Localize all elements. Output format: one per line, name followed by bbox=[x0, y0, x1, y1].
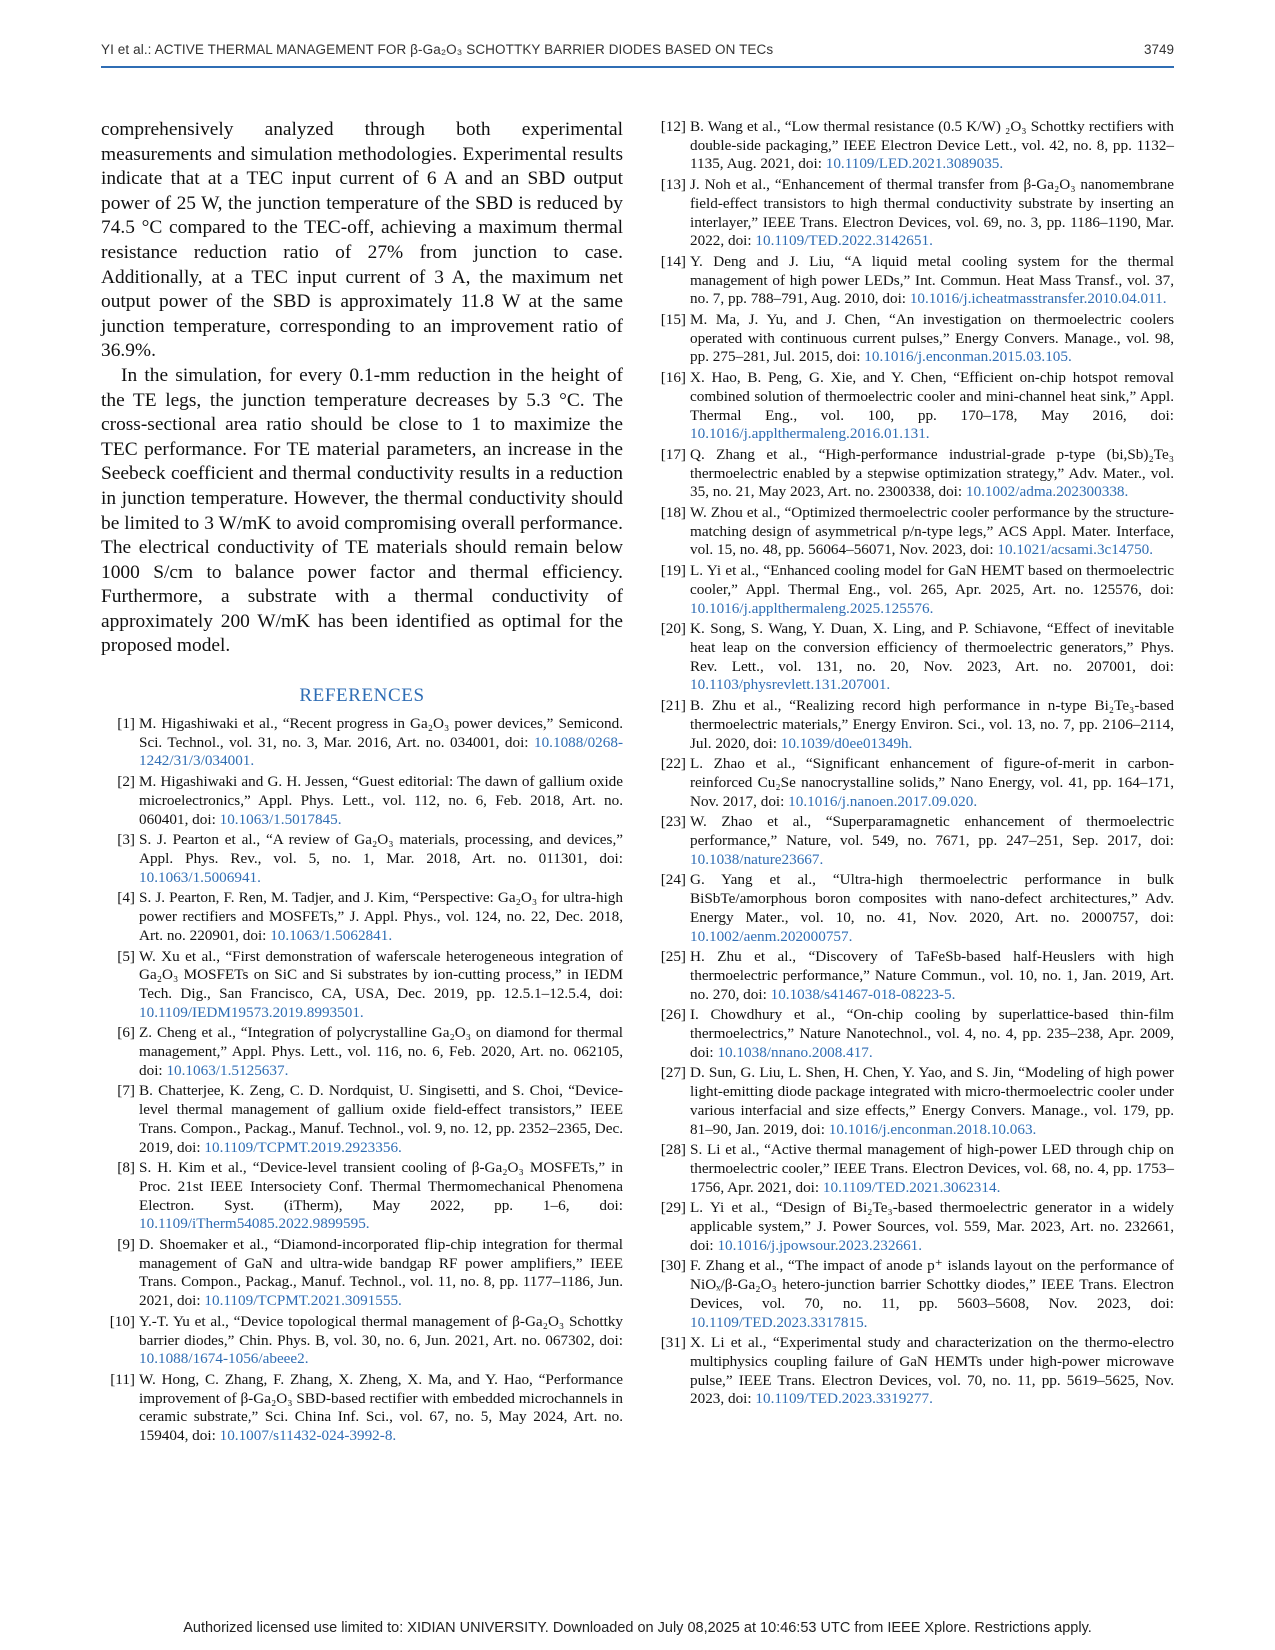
reference-number: [3] bbox=[117, 831, 135, 849]
doi-link[interactable]: 10.1109/TED.2023.3319277. bbox=[755, 1390, 933, 1408]
doi-link[interactable]: 10.1109/iTherm54085.2022.9899595. bbox=[139, 1215, 370, 1233]
reference-item bbox=[652, 311, 1174, 367]
reference-number: [22] bbox=[660, 755, 686, 773]
doi-link[interactable]: 10.1016/j.icheatmasstransfer.2010.04.011. bbox=[909, 290, 1167, 308]
reference-item bbox=[652, 813, 1174, 869]
paragraph-1: comprehensively analyzed through both experimental measurements and simulation methodologies. Experimental results indicate that at a TEC input current of 6 A and an SBD output power of 25 W, the junction temperature of the SBD is reduced by 74.5 °C compared to the TEC-off, achieving a maximum thermal resistance reduction ratio of 27% from junction to case. Additionally, at a TEC input current of 3 A, the maximum net output power of the SBD is approximately 11.8 W at the same junction temperature, corresponding to an improvement ratio of 36.9%. bbox=[101, 119, 623, 362]
reference-text: J. Noh et al., “Enhancement of thermal transfer from β-Ga₂O₃ nanomembrane field-effect transistors to high thermal conductivity substrate by inserting an interlayer,” IEEE Trans. Electron Devices, vol. 69, no. 3, pp. 1186–1190, Mar. 2022, doi: bbox=[690, 176, 1174, 250]
reference-item bbox=[652, 697, 1174, 753]
reference-item bbox=[101, 1313, 623, 1369]
reference-text: L. Yi et al., “Design of Bi₂Te₃-based thermoelectric generator in a widely applicable system,” J. Power Sources, vol. 559, Mar. 2023, Art. no. 232661, doi: bbox=[690, 1199, 1174, 1254]
doi-link[interactable]: 10.1063/1.5006941. bbox=[139, 868, 261, 886]
doi-link[interactable]: 10.1038/s41467-018-08223-5. bbox=[770, 985, 956, 1003]
doi-link[interactable]: 10.1021/acsami.3c14750. bbox=[997, 541, 1154, 559]
doi-link[interactable]: 10.1002/adma.202300338. bbox=[965, 483, 1129, 501]
doi-link[interactable]: 10.1088/1674-1056/abeee2. bbox=[139, 1350, 309, 1368]
reference-number: [8] bbox=[117, 1159, 135, 1177]
doi-link[interactable]: 10.1063/1.5017845. bbox=[219, 810, 342, 828]
reference-number: [30] bbox=[660, 1257, 686, 1275]
license-footer: Authorized licensed use limited to: XIDIAN UNIVERSITY. Downloaded on July 08,2025 at 10:46:53 UTC from IEEE Xplore. Restrictions apply. bbox=[183, 1620, 1092, 1636]
doi-link[interactable]: 10.1002/aenm.202000757. bbox=[690, 927, 853, 945]
doi-link[interactable]: 10.1063/1.5125637. bbox=[166, 1061, 289, 1079]
reference-item bbox=[652, 1199, 1174, 1255]
reference-text: M. Higashiwaki et al., “Recent progress in Ga₂O₃ power devices,” Semicond. Sci. Technol., vol. 31, no. 3, Mar. 2016, Art. no. 034001, doi: bbox=[139, 715, 623, 751]
reference-text: D. Shoemaker et al., “Diamond-incorporated flip-chip integration for thermal management of GaN and ultra-wide bandgap RF power amplifiers,” IEEE Trans. Compon., Packag., Manuf. Technol., vol. 11, no. 8, pp. 1177–1186, Jun. 2021, doi: bbox=[139, 1236, 623, 1310]
reference-number: [12] bbox=[660, 118, 686, 135]
reference-text: X. Li et al., “Experimental study and characterization on the thermo-electro multiphysics coupling failure of GaN HEMTs under high-power microwave pulse,” IEEE Trans. Electron Devices, vol. 70, no. 11, pp. 5619–5625, Nov. 2023, doi: bbox=[690, 1334, 1174, 1408]
reference-item bbox=[652, 504, 1174, 560]
reference-text: M. Ma, J. Yu, and J. Chen, “An investigation on thermoelectric coolers operated with continuous current pulses,” Energy Convers. Manage., vol. 98, pp. 275–281, Jul. 2015, doi: bbox=[690, 311, 1174, 366]
reference-text: W. Hong, C. Zhang, F. Zhang, X. Zheng, X. Ma, and Y. Hao, “Performance improvement of β-Ga₂O₃ SBD-based rectifier with embedded microchannels in ceramic substrate,” Sci. China Inf. Sci., vol. 67, no. 5, May 2024, Art. no. 159404, doi: bbox=[139, 1370, 623, 1445]
conclusion-text bbox=[101, 118, 623, 659]
reference-text: W. Xu et al., “First demonstration of waferscale heterogeneous integration of Ga₂O₃ MOSFETs on SiC and Si substrates by ion-cutting process,” in IEDM Tech. Dig., San Francisco, CA, USA, Dec. 2019, pp. 12.5.1–12.5.4, doi: bbox=[139, 947, 623, 1002]
reference-item bbox=[652, 755, 1174, 811]
reference-number: [5] bbox=[117, 947, 135, 965]
reference-text: S. J. Pearton et al., “A review of Ga₂O₃ materials, processing, and devices,” Appl. Phys. Rev., vol. 5, no. 1, Mar. 2018, Art. no. 011301, doi: bbox=[139, 831, 623, 867]
reference-text: L. Yi et al., “Enhanced cooling model for GaN HEMT based on thermoelectric cooler,” Appl. Thermal Eng., vol. 265, Apr. 2025, Art. no. 125576, doi: bbox=[690, 562, 1174, 598]
running-header bbox=[101, 40, 1174, 68]
reference-number: [23] bbox=[660, 813, 686, 831]
reference-text: M. Higashiwaki and G. H. Jessen, “Guest editorial: The dawn of gallium oxide microelectronics,” Appl. Phys. Lett., vol. 112, no. 6, Feb. 2018, Art. no. 060401, doi: bbox=[139, 773, 623, 828]
page-number: 3749 bbox=[1143, 42, 1174, 57]
reference-number: [24] bbox=[660, 871, 686, 889]
reference-item bbox=[101, 1371, 623, 1446]
reference-text: Y. Deng and J. Liu, “A liquid metal cooling system for the thermal management of high power LEDs,” Int. Commun. Heat Mass Transf., vol. 37, no. 7, pp. 788–791, Aug. 2010, doi: bbox=[690, 252, 1174, 308]
reference-text: S. Li et al., “Active thermal management of high-power LED through chip on thermoelectric cooler,” IEEE Trans. Electron Devices, vol. 68, no. 4, pp. 1753–1756, Apr. 2021, doi: bbox=[690, 1141, 1174, 1196]
reference-number: [7] bbox=[117, 1082, 135, 1100]
doi-link[interactable]: 10.1103/physrevlett.131.207001. bbox=[690, 676, 891, 694]
doi-link[interactable]: 10.1063/1.5062841. bbox=[270, 926, 393, 944]
reference-text: Y.-T. Yu et al., “Device topological thermal management of β-Ga₂O₃ Schottky barrier diodes,” Chin. Phys. B, vol. 30, no. 6, Jun. 2021, Art. no. 067302, doi: bbox=[139, 1312, 623, 1349]
references-heading: REFERENCES bbox=[299, 685, 425, 707]
reference-item bbox=[101, 1159, 623, 1234]
reference-text: S. J. Pearton, F. Ren, M. Tadjer, and J. Kim, “Perspective: Ga₂O₃ for ultra-high power rectifiers and MOSFETs,” J. Appl. Phys., vol. 124, no. 22, Dec. 2018, Art. no. 220901, doi: bbox=[139, 889, 623, 944]
reference-item bbox=[652, 871, 1174, 946]
doi-link[interactable]: 10.1088/0268-1242/31/3/034001. bbox=[139, 733, 623, 770]
reference-number: [25] bbox=[660, 948, 686, 966]
doi-link[interactable]: 10.1039/d0ee01349h. bbox=[780, 734, 913, 752]
doi-link[interactable]: 10.1109/LED.2021.3089035. bbox=[825, 155, 1004, 173]
reference-list-right bbox=[652, 118, 1174, 1409]
reference-item bbox=[652, 562, 1174, 618]
reference-item bbox=[101, 948, 623, 1023]
reference-item bbox=[652, 176, 1174, 251]
reference-number: [27] bbox=[660, 1064, 686, 1082]
reference-text: X. Hao, B. Peng, G. Xie, and Y. Chen, “Efficient on-chip hotspot removal combined solution of thermoelectric cooler and mini-channel heat sink,” Appl. Thermal Eng., vol. 100, pp. 170–178, May 2016, doi: bbox=[690, 369, 1174, 424]
reference-text: F. Zhang et al., “The impact of anode p⁺ islands layout on the performance of NiOₓ/β-Ga₂O₃ hetero-junction barrier Schottky diodes,” IEEE Trans. Electron Devices, vol. 70, no. 11, pp. 5603–5608, Nov. 2023, doi: bbox=[690, 1257, 1174, 1312]
doi-link[interactable]: 10.1016/j.applthermaleng.2025.125576. bbox=[690, 599, 934, 617]
doi-link[interactable]: 10.1038/nnano.2008.417. bbox=[717, 1043, 873, 1061]
reference-text: G. Yang et al., “Ultra-high thermoelectric performance in bulk BiSbTe/amorphous boron composites with nano-defect architectures,” Adv. Energy Mater., vol. 10, no. 41, Nov. 2020, Art. no. 2000757, doi: bbox=[690, 871, 1174, 926]
reference-number: [28] bbox=[660, 1141, 686, 1159]
reference-text: B. Chatterjee, K. Zeng, C. D. Nordquist, U. Singisetti, and S. Choi, “Device-level thermal management of gallium oxide field-effect transistors,” IEEE Trans. Compon., Packag., Manuf. Technol., vol. 9, no. 12, pp. 2352–2365, Dec. 2019, doi: bbox=[139, 1082, 623, 1156]
reference-item bbox=[652, 948, 1174, 1004]
paragraph-2: In the simulation, for every 0.1-mm reduction in the height of the TE legs, the junction temperature decreases by 5.3 °C. The cross-sectional area ratio should be close to 1 to maximize the TEC performance. For TE material parameters, an increase in the Seebeck coefficient and thermal conductivity results in a reduction in junction temperature. However, the thermal conductivity should be limited to 3 W/mK to avoid compromising overall performance. The electrical conductivity of TE materials should remain below 1000 S/cm to balance power factor and thermal efficiency. Furthermore, a substrate with a thermal conductivity of approximately 200 W/mK has been identified as optimal for the proposed model. bbox=[101, 364, 623, 657]
reference-number: [19] bbox=[660, 562, 686, 580]
reference-number: [18] bbox=[660, 504, 686, 522]
reference-item bbox=[652, 1257, 1174, 1332]
reference-item bbox=[652, 369, 1174, 444]
reference-item bbox=[101, 889, 623, 945]
doi-link[interactable]: 10.1038/nature23667. bbox=[690, 850, 824, 868]
reference-text: I. Chowdhury et al., “On-chip cooling by superlattice-based thin-film thermoelectrics,” Nature Nanotechnol., vol. 4, no. 4, pp. 235–238, Apr. 2009, doi: bbox=[690, 1006, 1174, 1061]
reference-item bbox=[101, 1082, 623, 1157]
reference-item bbox=[101, 773, 623, 829]
reference-number: [20] bbox=[660, 620, 686, 638]
doi-link[interactable]: 10.1007/s11432-024-3992-8. bbox=[219, 1427, 397, 1445]
reference-item bbox=[652, 253, 1174, 309]
doi-link[interactable]: 10.1016/j.enconman.2015.03.105. bbox=[864, 348, 1072, 366]
reference-list-left bbox=[101, 715, 623, 1446]
reference-number: [31] bbox=[660, 1334, 686, 1352]
reference-number: [4] bbox=[117, 889, 135, 907]
reference-text: W. Zhou et al., “Optimized thermoelectric cooler performance by the structure-matching design of asymmetrical p/n-type legs,” ACS Appl. Mater. Interface, vol. 15, no. 48, pp. 56064–56071, Nov. 2023, doi: bbox=[690, 504, 1174, 559]
doi-link[interactable]: 10.1016/j.enconman.2018.10.063. bbox=[828, 1120, 1037, 1138]
reference-text: Z. Cheng et al., “Integration of polycrystalline Ga₂O₃ on diamond for thermal management,” Appl. Phys. Lett., vol. 116, no. 6, Feb. 2020, Art. no. 062105, doi: bbox=[139, 1024, 623, 1079]
right-column bbox=[652, 118, 1174, 1411]
doi-link[interactable]: 10.1109/TED.2021.3062314. bbox=[822, 1178, 1001, 1196]
reference-item bbox=[652, 620, 1174, 695]
reference-text: Q. Zhang et al., “High-performance industrial-grade p-type (bi,Sb)₂Te₃ thermoelectric enabled by a stepwise optimization strategy,” Adv. Mater., vol. 35, no. 21, May 2023, Art. no. 2300338, doi: bbox=[690, 445, 1174, 501]
doi-link[interactable]: 10.1016/j.applthermaleng.2016.01.131. bbox=[690, 425, 930, 443]
reference-item bbox=[652, 446, 1174, 502]
doi-link[interactable]: 10.1016/j.jpowsour.2023.232661. bbox=[717, 1236, 923, 1254]
reference-number: [9] bbox=[117, 1236, 135, 1254]
reference-number: [17] bbox=[660, 445, 686, 463]
doi-link[interactable]: 10.1109/TCPMT.2019.2923356. bbox=[204, 1138, 402, 1156]
reference-number: [16] bbox=[660, 369, 686, 387]
running-title: YI et al.: ACTIVE THERMAL MANAGEMENT FOR β-Ga₂O₃ SCHOTTKY BARRIER DIODES BASED ON TECs bbox=[101, 42, 774, 57]
reference-number: [2] bbox=[117, 773, 135, 791]
reference-number: [1] bbox=[117, 715, 135, 733]
reference-text: K. Song, S. Wang, Y. Duan, X. Ling, and P. Schiavone, “Effect of inevitable heat leap on the conversion efficiency of thermoelectric generators,” Phys. Rev. Lett., vol. 131, no. 20, Nov. 2023, Art. no. 207001, doi: bbox=[690, 620, 1174, 675]
reference-item bbox=[101, 1236, 623, 1311]
reference-number: [14] bbox=[660, 252, 686, 270]
reference-text: H. Zhu et al., “Discovery of TaFeSb-based half-Heuslers with high thermoelectric performance,” Nature Commun., vol. 10, no. 1, Jan. 2019, Art. no. 270, doi: bbox=[690, 948, 1174, 1003]
doi-link[interactable]: 10.1109/TED.2022.3142651. bbox=[755, 232, 933, 250]
reference-item bbox=[652, 1064, 1174, 1139]
reference-text: S. H. Kim et al., “Device-level transient cooling of β-Ga₂O₃ MOSFETs,” in Proc. 21st IEEE Intersociety Conf. Thermal Thermomechanical Phenomena Electron. Syst. (iTherm), May 2022, pp. 1–6, doi: bbox=[139, 1159, 623, 1214]
reference-text: W. Zhao et al., “Superparamagnetic enhancement of thermoelectric performance,” Nature, vol. 549, no. 7671, pp. 247–251, Sep. 2017, doi: bbox=[690, 813, 1174, 850]
reference-item bbox=[652, 1141, 1174, 1197]
reference-number: [21] bbox=[660, 697, 686, 715]
reference-item bbox=[652, 1334, 1174, 1409]
reference-number: [6] bbox=[117, 1024, 135, 1042]
reference-item bbox=[101, 1024, 623, 1080]
reference-item bbox=[652, 1006, 1174, 1062]
reference-text: B. Zhu et al., “Realizing record high performance in n-type Bi₂Te₃-based thermoelectric materials,” Energy Environ. Sci., vol. 13, no. 7, pp. 2106–2114, Jul. 2020, doi: bbox=[690, 697, 1174, 752]
reference-text: L. Zhao et al., “Significant enhancement of figure-of-merit in carbon-reinforced Cu₂Se nanocrystalline solids,” Nano Energy, vol. 41, pp. 164–171, Nov. 2017, doi: bbox=[690, 755, 1174, 810]
doi-link[interactable]: 10.1109/TCPMT.2021.3091555. bbox=[204, 1292, 402, 1310]
reference-item bbox=[652, 118, 1174, 174]
doi-link[interactable]: 10.1016/j.nanoen.2017.09.020. bbox=[788, 792, 978, 810]
reference-number: [10] bbox=[109, 1312, 135, 1330]
left-column bbox=[101, 118, 623, 1448]
reference-item bbox=[101, 831, 623, 887]
reference-text: B. Wang et al., “Low thermal resistance (0.5 K/W) ₂O₃ Schottky rectifiers with double-side packaging,” IEEE Electron Device Lett., vol. 42, no. 8, pp. 1132–1135, Aug. 2021, doi: bbox=[690, 118, 1174, 173]
reference-item bbox=[101, 715, 623, 771]
reference-text: D. Sun, G. Liu, L. Shen, H. Chen, Y. Yao, and S. Jin, “Modeling of high power light-emitting diode package integrated with micro-thermoelectric cooler under various interfacial and size effects,” Energy Convers. Manage., vol. 179, pp. 81–90, Jan. 2019, doi: bbox=[690, 1064, 1174, 1138]
reference-number: [13] bbox=[660, 176, 686, 194]
doi-link[interactable]: 10.1109/IEDM19573.2019.8993501. bbox=[139, 1003, 364, 1021]
doi-link[interactable]: 10.1109/TED.2023.3317815. bbox=[690, 1313, 868, 1331]
reference-number: [29] bbox=[660, 1199, 686, 1217]
reference-number: [15] bbox=[660, 311, 686, 329]
reference-number: [11] bbox=[110, 1370, 135, 1388]
reference-number: [26] bbox=[660, 1006, 686, 1024]
